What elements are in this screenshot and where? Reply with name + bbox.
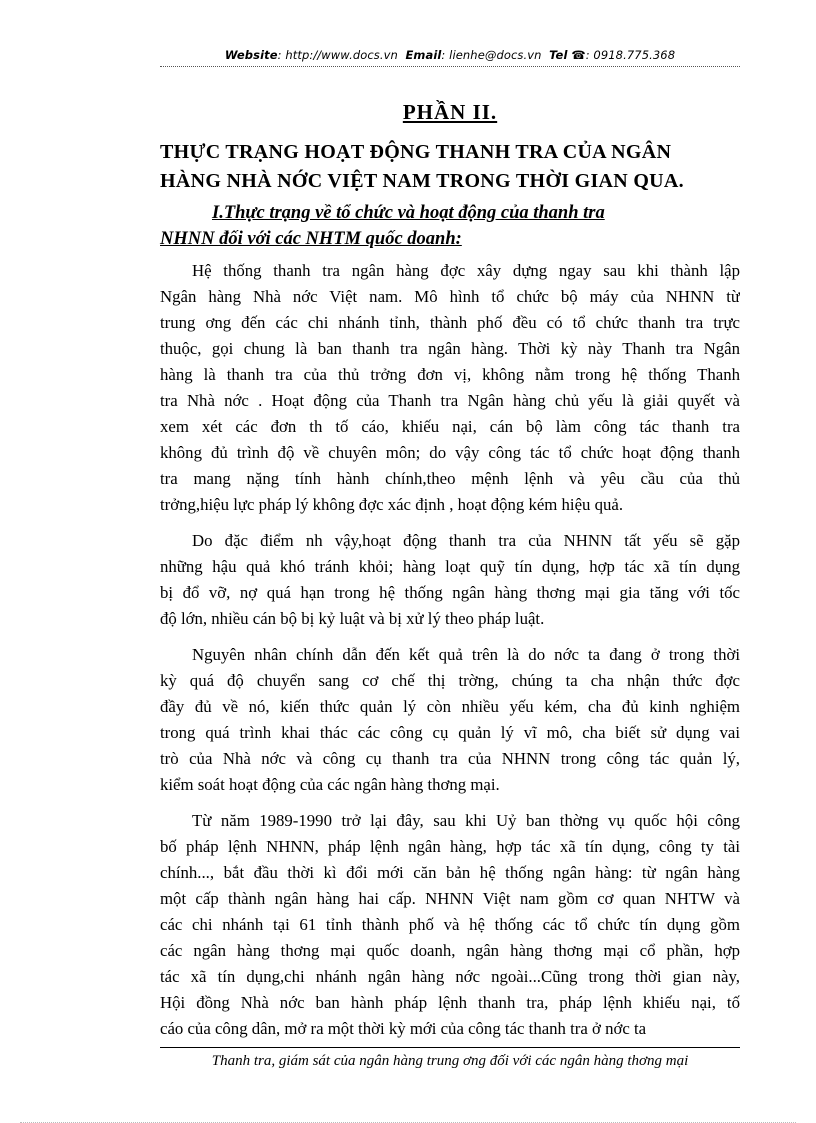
page-footer: Thanh tra, giám sát của ngân hàng trung ơng đối với các ngân hàng thơng mại [211,1053,689,1069]
paragraph-line: không đủ trình độ về chuyên môn; do vậy công tác tổ chức hoạt động thanh [160,443,740,462]
paragraph-line: Ngân hàng Nhà nớc Việt nam. Mô hình tổ chức bộ máy của NHNN từ [160,287,740,306]
paragraph-line: các chi nhánh tại 61 tỉnh thành phố và hệ thống các tổ chức tín dụng gồm [160,915,740,934]
paragraph-line: kiểm soát hoạt động của các ngân hàng thơng mại. [160,775,500,794]
paragraph-line: bố pháp lệnh NHNN, pháp lệnh ngân hàng, hợp tác xã tín dụng, công ty tài [160,837,740,856]
paragraph-line: tra Nhà nớc . Hoạt động của Thanh tra Ngân hàng chủ yếu là giải quyết và [160,391,740,410]
paragraph [160,258,740,518]
paragraph-line: trong quá trình khai thác các công cụ quản lý vĩ mô, cha biết sử dụng vai [160,723,740,742]
paragraph-line: những hậu quả khó tránh khỏi; hàng loạt quỹ tín dụng, hợp tác xã tín dụng [160,557,740,576]
subheading-line: NHNN đối với các NHTM quốc doanh: [160,229,462,249]
header-divider [160,66,740,67]
paragraph-line: tác xã tín dụng,chi nhánh ngân hàng nớc ngoài...Cũng trong thời gian này, [160,967,740,986]
tel-label: Tel [549,48,568,62]
paragraph-line: kỳ quá độ chuyển sang cơ chế thị trờng, chúng ta cha nhận thức đợc [160,671,740,690]
paragraph-line: độ lớn, nhiều cán bộ bị kỷ luật và bị xử lý theo pháp luật. [160,609,545,628]
paragraph-line: trung ơng đến các chi nhánh tỉnh, thành phố đều có tổ chức thanh tra trực [160,313,740,332]
body-text [160,258,740,1052]
email-label: Email [405,48,442,62]
paragraph-line: chính..., bắt đầu thời kì đổi mới căn bản hệ thống ngân hàng: từ ngân hàng [160,863,740,882]
paragraph-line: một cấp thành ngân hàng hai cấp. NHNN Việt nam gồm cơ quan NHTW và [160,889,740,908]
subheading-line: I.Thực trạng về tổ chức và hoạt động của thanh tra [212,203,605,223]
paragraph-line: trởng,hiệu lực pháp lý không đợc xác định , hoạt động kém hiệu quả. [160,495,624,514]
paragraph-line: các ngân hàng thơng mại quốc doanh, ngân hàng thơng mại cổ phần, hợp [160,941,740,960]
part-heading: PHẦN II. [402,100,498,124]
paragraph-line: bị đổ vỡ, nợ quá hạn trong hệ thống ngân hàng thơng mại gia tăng với tốc [160,583,740,602]
paragraph-line: trò của Nhà nớc và công cụ thanh tra của NHNN trong công tác quản lý, [160,749,740,768]
paragraph [160,642,740,798]
paragraph-line: cáo của công dân, mở ra một thời kỳ mới của công tác thanh tra ở nớc ta [160,1019,647,1038]
paragraph-line: hàng là thanh tra của thủ trởng đơn vị, không nằm trong hệ thống Thanh [160,365,740,384]
paragraph [160,808,740,1042]
title-line: THỰC TRẠNG HOẠT ĐỘNG THANH TRA CỦA NGÂN [160,141,672,163]
paragraph-line: đầy đủ về nó, kiến thức quản lý còn nhiều yếu kém, cha đủ kinh nghiệm [160,697,740,716]
paragraph-line: Nguyên nhân chính dẫn đến kết quả trên là do nớc ta đang ở trong thời [192,645,740,664]
page-header [160,48,740,62]
title-line: HÀNG NHÀ NỚC VIỆT NAM TRONG THỜI GIAN QUA. [160,170,684,192]
paragraph-line: Hệ thống thanh tra ngân hàng đợc xây dựng ngay sau khi thành lập [192,261,740,280]
paragraph-line: tra mang nặng tính hành chính,theo mệnh lệnh và yêu cầu của thủ [160,469,740,488]
website-label: Website [224,48,278,62]
email-value: : lienhe@docs.vn [441,48,542,62]
paragraph [160,528,740,632]
footer-divider [160,1047,740,1048]
tel-value: : 0918.775.368 [585,48,676,62]
chapter-title [160,138,740,196]
section-subheading [160,200,740,252]
paragraph-line: thuộc, gọi chung là ban thanh tra ngân hàng. Thời kỳ này Thanh tra Ngân [160,339,740,358]
paragraph-line: xem xét các đơn th tố cáo, khiếu nại, cán bộ làm công tác thanh tra [160,417,740,436]
paragraph-line: Từ năm 1989-1990 trở lại đây, sau khi Uỷ ban thờng vụ quốc hội công [192,811,740,830]
paragraph-line: Do đặc điểm nh vậy,hoạt động thanh tra của NHNN tất yếu sẽ gặp [192,531,740,550]
phone-icon: ☎ [571,48,586,62]
paragraph-line: Hội đồng Nhà nớc ban hành pháp lệnh thanh tra, pháp lệnh khiếu nại, tố [160,993,740,1012]
website-value: : http://www.docs.vn [277,48,398,62]
